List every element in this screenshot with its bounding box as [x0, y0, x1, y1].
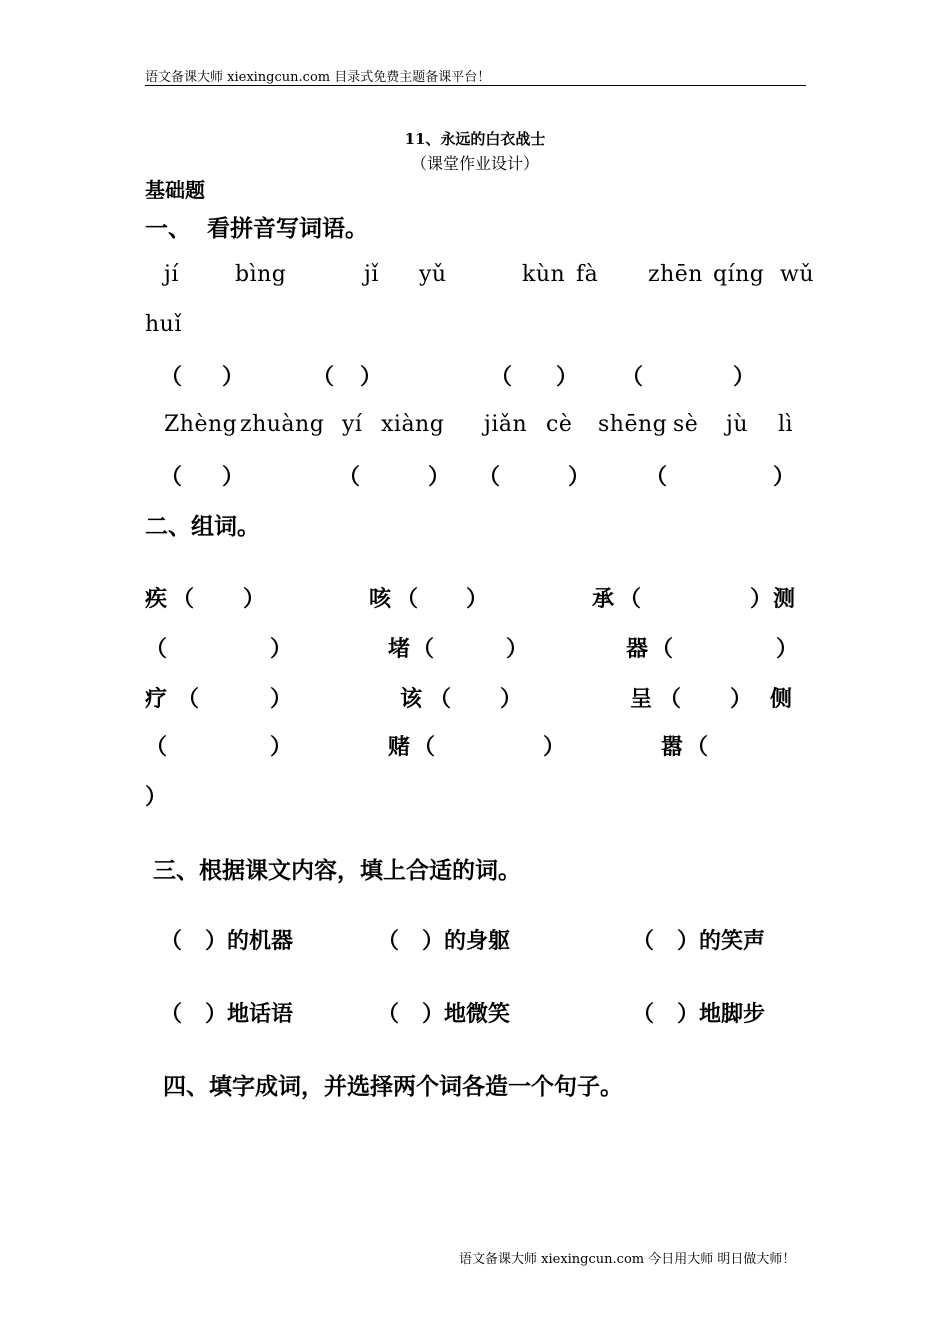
pinyin: jù [726, 412, 748, 437]
paren-open: （ [412, 636, 435, 662]
paren-open: （ [177, 686, 200, 712]
fill-phrase: （ ）的身躯 [377, 928, 510, 954]
paren-open: （ [338, 464, 361, 490]
paren-close: ） [733, 364, 756, 390]
lesson-subtitle: （课堂作业设计） [410, 154, 539, 173]
pinyin: jí [164, 262, 179, 287]
paren-close: ） [506, 636, 529, 662]
paren-close: ） [222, 464, 245, 490]
word-char: 疾 [145, 586, 168, 612]
paren-open: （ [312, 364, 335, 390]
paren-close: ） [270, 734, 293, 760]
pinyin: lì [778, 412, 794, 437]
pinyin: Zhèng [164, 412, 238, 437]
pinyin: yǔ [419, 262, 447, 287]
paren-open: （ [490, 364, 513, 390]
paren-open: （ [651, 636, 674, 662]
word-char: 该 [400, 686, 423, 712]
page-footer: 语文备课大师 xiexingcun.com 今日用大师 明日做大师！ [459, 1252, 796, 1267]
paren-close: ） [270, 686, 293, 712]
paren-close: ） [145, 784, 168, 810]
paren-close: ） [776, 636, 799, 662]
paren-open: （ [429, 686, 452, 712]
page-header: 语文备课大师 xiexingcun.com 目录式免费主题备课平台！ [145, 70, 491, 85]
paren-open: （ [478, 464, 501, 490]
word-char: 疗 [145, 686, 168, 712]
pinyin: sè [673, 412, 699, 437]
basic-label: 基础题 [145, 178, 205, 202]
paren-open: （ [396, 586, 419, 612]
word-char: 呈 [630, 686, 653, 712]
paren-open: （ [172, 586, 195, 612]
paren-close: ） [750, 586, 773, 612]
pinyin: zhuàng [240, 412, 325, 437]
lesson-title: 11、永远的白衣战士 [404, 130, 546, 148]
paren-close: ） [543, 734, 566, 760]
header-rule [145, 85, 806, 86]
pinyin: cè [546, 412, 573, 437]
paren-close: ） [466, 586, 489, 612]
paren-close: ） [773, 464, 796, 490]
fill-phrase: （ ）的机器 [160, 928, 293, 954]
paren-open: （ [621, 364, 644, 390]
word-char: 测 [773, 586, 796, 612]
paren-open: （ [145, 734, 168, 760]
word-char: 器 [626, 636, 649, 662]
paren-close: ） [360, 364, 383, 390]
paren-open: （ [659, 686, 682, 712]
paren-open: （ [160, 464, 183, 490]
word-char: 堵 [388, 636, 411, 662]
paren-close: ） [222, 364, 245, 390]
pinyin: zhēn [648, 262, 703, 287]
pinyin: kùn [522, 262, 566, 287]
word-char: 咳 [369, 586, 392, 612]
pinyin: qíng [713, 262, 765, 287]
pinyin: bìng [235, 262, 287, 287]
pinyin: jǐ [364, 262, 379, 287]
section3-heading: 三、根据课文内容，填上合适的词。 [153, 857, 521, 884]
paren-open: （ [413, 734, 436, 760]
word-char: 赌 [388, 734, 411, 760]
paren-close: ） [568, 464, 591, 490]
fill-phrase: （ ）地话语 [160, 1001, 293, 1027]
section4-heading: 四、填字成词，并选择两个词各造一个句子。 [163, 1073, 623, 1100]
pinyin: fà [576, 262, 599, 287]
fill-phrase: （ ）地微笑 [377, 1001, 510, 1027]
section1-heading: 一、 看拼音写词语。 [145, 215, 369, 242]
paren-open: （ [619, 586, 642, 612]
paren-close: ） [270, 636, 293, 662]
word-char: 承 [592, 586, 615, 612]
pinyin: wǔ [780, 262, 814, 287]
fill-phrase: （ ）的笑声 [632, 928, 765, 954]
paren-open: （ [160, 364, 183, 390]
pinyin: jiǎn [484, 412, 528, 437]
word-char: 嚣 [661, 734, 684, 760]
paren-close: ） [243, 586, 266, 612]
pinyin: yí [342, 412, 363, 437]
paren-close: ） [500, 686, 523, 712]
paren-close: ） [556, 364, 579, 390]
paren-close: ） [428, 464, 451, 490]
paren-open: （ [145, 636, 168, 662]
paren-open: （ [645, 464, 668, 490]
pinyin: xiàng [381, 412, 445, 437]
pinyin: shēng [598, 412, 668, 437]
paren-close: ） [730, 686, 753, 712]
paren-open: （ [686, 734, 709, 760]
fill-phrase: （ ）地脚步 [632, 1001, 765, 1027]
section2-heading: 二、组词。 [145, 513, 260, 540]
word-char: 侧 [770, 686, 793, 712]
pinyin: huǐ [145, 312, 182, 337]
